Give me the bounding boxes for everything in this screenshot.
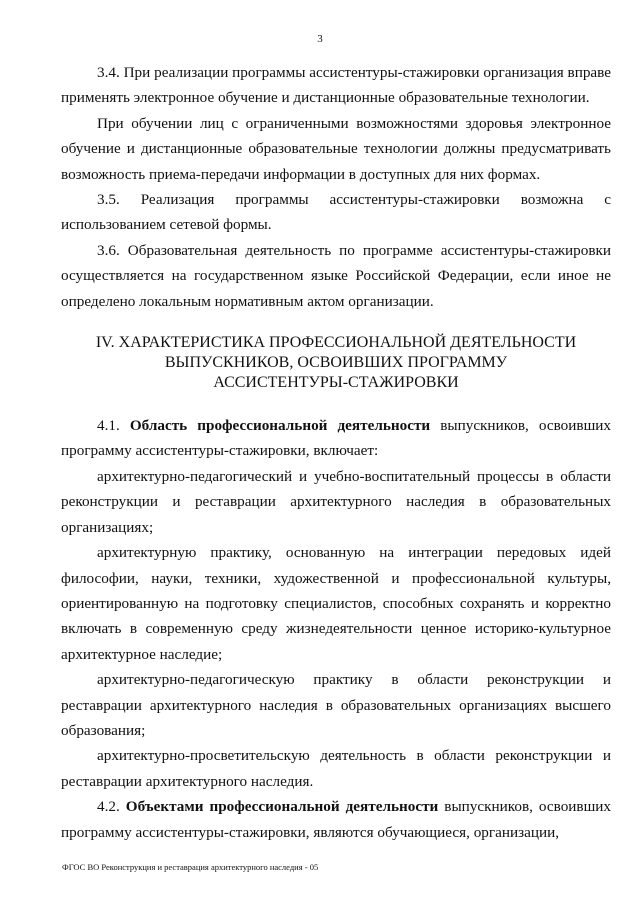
list-item-4-1-d: архитектурно-просветительскую деятельность в области реконструкции и реставрации архитектурного наследия. [61, 747, 611, 790]
page-number: 3 [317, 33, 323, 45]
page-footer: ФГОС ВО Реконструкция и реставрация архитектурного наследия - 05 [62, 862, 319, 872]
paragraph-3-4: 3.4. При реализации программы ассистентуры-стажировки организация вправе применять электронное обучение и дистанционные образовательные технологии. [61, 64, 611, 107]
section-heading [61, 333, 611, 393]
item-4-2-text: выпускников, освоивших программу ассистентуры-стажировки, являются обучающиеся, организации, [61, 798, 612, 841]
section-heading-line2: ВЫПУСКНИКОВ, ОСВОИВШИХ ПРОГРАММУ [164, 354, 508, 372]
section-heading-line1: IV. ХАРАКТЕРИСТИКА ПРОФЕССИОНАЛЬНОЙ ДЕЯТЕЛЬНОСТИ [95, 334, 577, 352]
paragraph-3-6: 3.6. Образовательная деятельность по программе ассистентуры-стажировки осуществляется на государственном языке Российской Федерации, если иное не определено локальным нормативным актом организации. [61, 241, 611, 310]
paragraph-accessibility: При обучении лиц с ограниченными возможностями здоровья электронное обучение и дистанционные образовательные технологии должны предусматривать возможность приема-передачи информации в доступных для них формах. [61, 114, 611, 183]
paragraph-4-1 [61, 413, 611, 464]
page-content [61, 60, 611, 845]
item-4-2-term: Объектами профессиональной деятельности [125, 798, 439, 816]
list-item-4-1-b: архитектурную практику, основанную на интеграции передовых идей философии, науки, техники, художественной и профессиональной культуры, ориентированную на подготовку специалистов, способных сохранять и корректно включать в современную среду жизнедеятельности ценное историко-культурное архитектурное наследие; [61, 544, 611, 663]
list-item-4-1-a: архитектурно-педагогический и учебно-воспитательный процессы в области реконструкции и реставрации архитектурного наследия в образовательных организациях; [61, 467, 611, 536]
section-heading-line3: АССИСТЕНТУРЫ-СТАЖИРОВКИ [213, 374, 459, 392]
list-item-4-1-c: архитектурно-педагогическую практику в области реконструкции и реставрации архитектурного наследия в образовательных организациях высшего образования; [61, 671, 611, 739]
paragraph-3-5: 3.5. Реализация программы ассистентуры-стажировки возможна с использованием сетевой формы. [61, 191, 611, 234]
paragraph-4-2 [61, 794, 611, 845]
item-4-1-term: Область профессиональной деятельности [129, 417, 431, 435]
item-4-2-number: 4.2. [97, 798, 120, 816]
item-4-1-number: 4.1. [97, 417, 120, 435]
item-4-1-text: выпускников, освоивших программу ассистентуры-стажировки, включает: [61, 417, 611, 460]
